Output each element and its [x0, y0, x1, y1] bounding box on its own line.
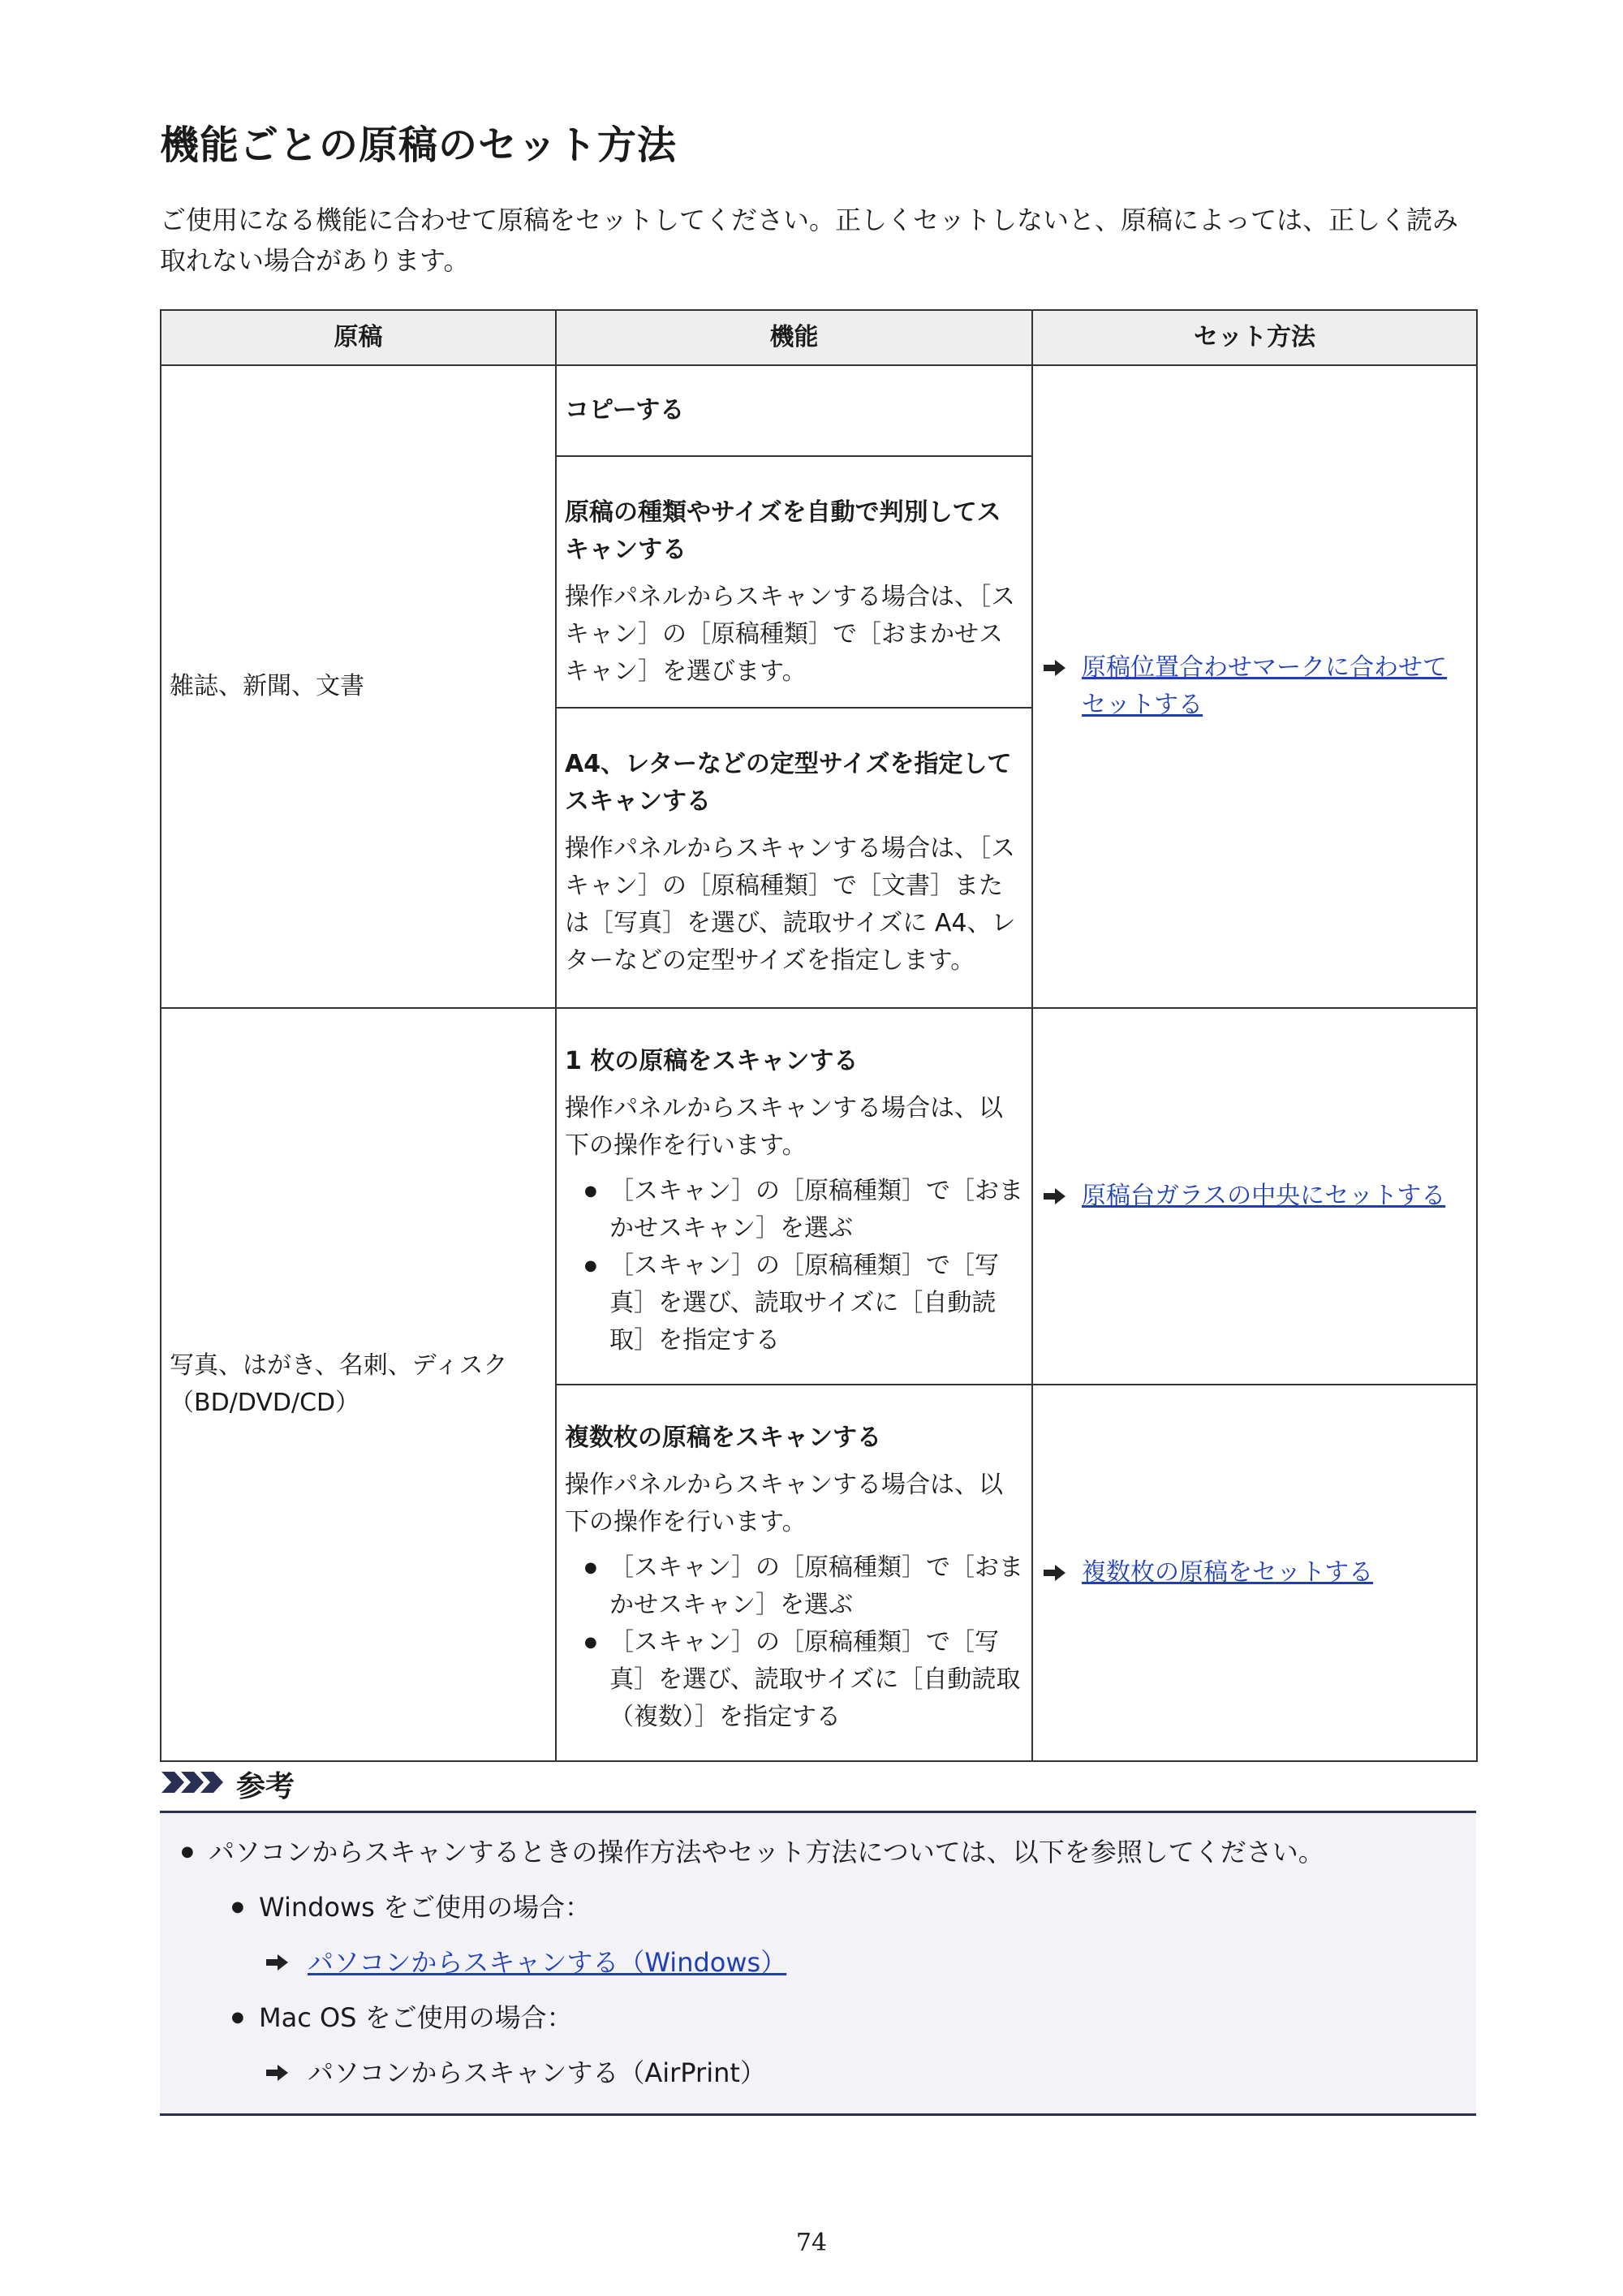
set-method-single-cell: [1032, 1008, 1477, 1385]
reference-main-bullet: ● パソコンからスキャンするときの操作方法やセット方法については、以下を参照してください。: [160, 1824, 1476, 1880]
windows-scan-link[interactable]: パソコンからスキャンする（Windows）: [308, 1947, 787, 1978]
function-multi-title: 複数枚の原稿をスキャンする: [565, 1424, 881, 1452]
function-fixed-title: A4、レターなどの定型サイズを指定してスキャンする: [565, 750, 1012, 816]
windows-label: ● Windows をご使用の場合：: [160, 1880, 1476, 1935]
function-table: [160, 309, 1478, 1762]
table-row: [161, 1008, 1477, 1385]
reference-box: [160, 1811, 1476, 2116]
document-photo-cell: 写真、はがき、名刺、ディスク（BD/DVD/CD）: [161, 1008, 556, 1761]
reference-section: [160, 1760, 1476, 2116]
intro-text: ご使用になる機能に合わせて原稿をセットしてください。正しくセットしないと、原稿によっては、正しく読み取れない場合があります。: [160, 205, 1459, 276]
windows-link-row: [160, 1935, 1476, 1990]
list-item: ● ［スキャン］の［原稿種類］で［写真］を選び、読取サイズに［自動読取（複数）］を指定する: [565, 1624, 1025, 1736]
page-title: 機能ごとの原稿のセット方法: [160, 123, 678, 168]
set-link-row: [1043, 1554, 1466, 1592]
right-arrow-icon: [265, 1953, 290, 1972]
table-header-row: [161, 310, 1477, 365]
function-single-title: 1 枚の原稿をスキャンする: [565, 1047, 859, 1075]
right-arrow-icon: [1043, 1187, 1067, 1206]
reference-title: 参考: [236, 1769, 295, 1803]
mac-scan-text: パソコンからスキャンする（AirPrint）: [308, 2057, 766, 2088]
set-link-row: [1043, 1178, 1466, 1215]
set-method-multi-cell: [1032, 1385, 1477, 1761]
reference-header: [160, 1760, 1476, 1807]
glass-center-link[interactable]: 原稿台ガラスの中央にセットする: [1082, 1182, 1446, 1210]
set-method-cell: [1032, 365, 1477, 1008]
function-single-list: [565, 1173, 1025, 1359]
header-function: 機能: [556, 310, 1032, 365]
function-copy-title: コピーする: [565, 396, 685, 424]
multi-docs-link[interactable]: 複数枚の原稿をセットする: [1082, 1558, 1374, 1587]
function-multi-cell: [556, 1385, 1032, 1761]
header-set-method: セット方法: [1032, 310, 1477, 365]
right-arrow-icon: [1043, 658, 1067, 678]
function-multi-list: [565, 1549, 1025, 1736]
list-item: ● ［スキャン］の［原稿種類］で［写真］を選び、読取サイズに［自動読取］を指定する: [565, 1247, 1025, 1359]
mac-label: ● Mac OS をご使用の場合：: [160, 1990, 1476, 2045]
mac-text-row: [160, 2045, 1476, 2100]
function-single-text: 操作パネルからスキャンする場合は、以下の操作を行います。: [565, 1094, 1003, 1160]
function-copy-cell: [556, 365, 1032, 456]
function-fixed-text: 操作パネルからスキャンする場合は、［スキャン］の［原稿種類］で［文書］または［写真］を選び、読取サイズに A4、レターなどの定型サイズを指定します。: [565, 834, 1016, 975]
function-multi-text: 操作パネルからスキャンする場合は、以下の操作を行います。: [565, 1471, 1003, 1536]
right-arrow-icon: [265, 2063, 290, 2083]
alignment-mark-link[interactable]: 原稿位置合わせマークに合わせてセットする: [1082, 653, 1447, 719]
list-item: ● ［スキャン］の［原稿種類］で［おまかせスキャン］を選ぶ: [565, 1173, 1025, 1247]
right-arrow-icon: [1043, 1563, 1067, 1583]
function-fixed-cell: [556, 708, 1032, 1008]
list-item: ● ［スキャン］の［原稿種類］で［おまかせスキャン］を選ぶ: [565, 1549, 1025, 1624]
page-number: 74: [795, 2229, 828, 2257]
function-single-cell: [556, 1008, 1032, 1385]
function-auto-text: 操作パネルからスキャンする場合は、［スキャン］の［原稿種類］で［おまかせスキャン］を選びます。: [565, 583, 1015, 686]
function-auto-title: 原稿の種類やサイズを自動で判別してスキャンする: [565, 498, 1001, 564]
table-row: [161, 365, 1477, 456]
triple-chevron-icon: [160, 1768, 228, 1799]
header-document: 原稿: [161, 310, 556, 365]
document-magazine-cell: 雑誌、新聞、文書: [161, 365, 556, 1008]
set-link-row: [1043, 649, 1466, 724]
function-auto-cell: [556, 456, 1032, 708]
